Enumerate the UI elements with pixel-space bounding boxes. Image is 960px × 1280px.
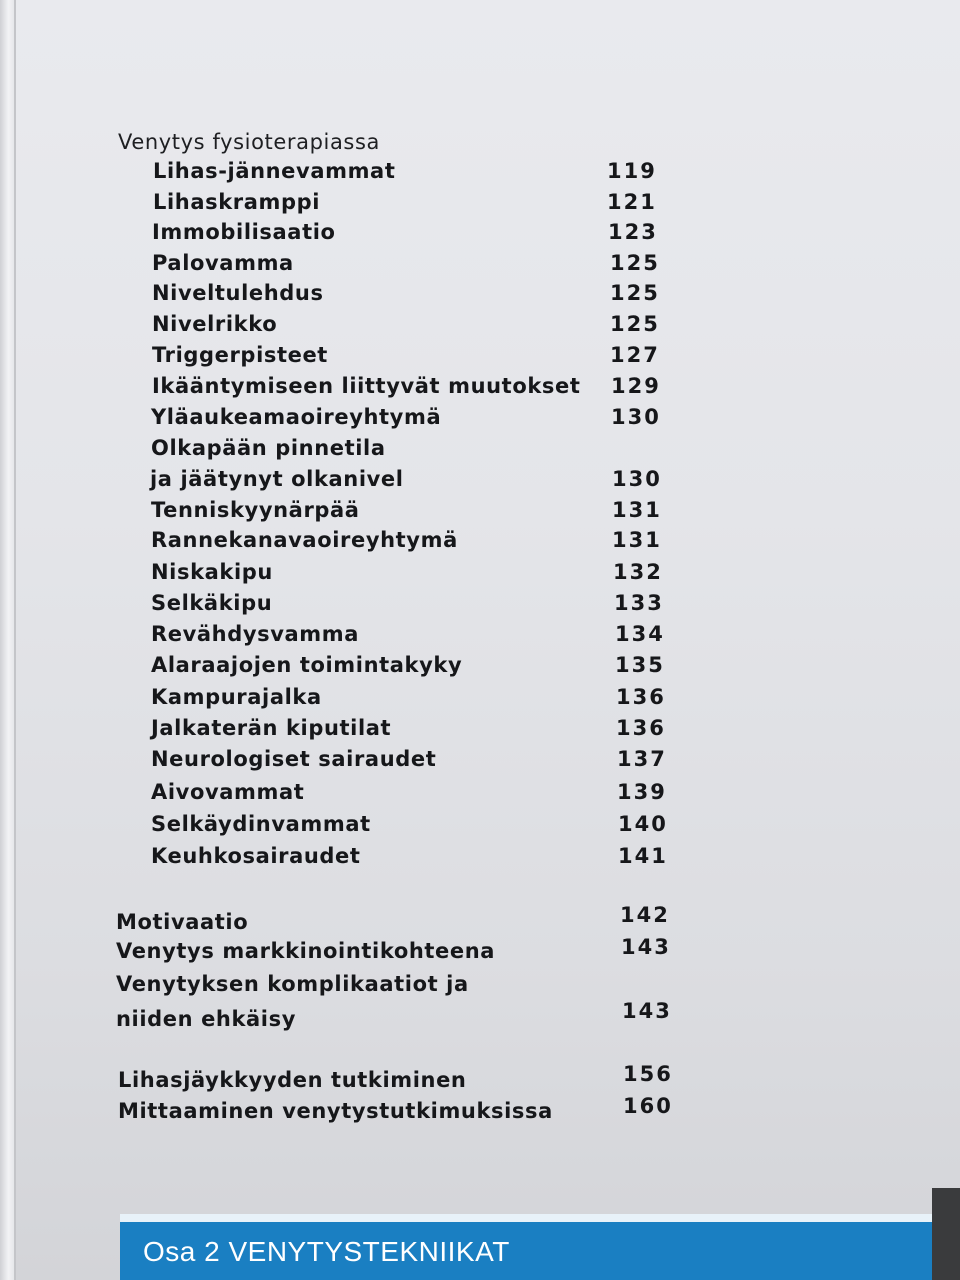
toc-entry-label: Lihasjäykkyyden tutkiminen — [118, 1068, 467, 1092]
toc-entry-label: Aivovammat — [151, 780, 305, 804]
toc-entry-label: Selkäkipu — [151, 591, 273, 615]
toc-entry-page-number: 141 — [618, 844, 668, 868]
toc-entry-label: Triggerpisteet — [152, 343, 328, 367]
toc-entry-label: Selkäydinvammat — [151, 812, 371, 836]
toc-entry-page-number: 143 — [621, 935, 671, 959]
toc-entry-label: Tenniskyynärpää — [151, 498, 360, 522]
toc-entry-page-number: 142 — [620, 903, 670, 927]
toc-entry-page-number: 129 — [611, 374, 661, 398]
toc-entry-label: Niskakipu — [151, 560, 273, 584]
toc-entry-label: Ikääntymiseen liittyvät muutokset — [152, 374, 581, 398]
toc-entry-label: Palovamma — [152, 251, 294, 275]
toc-entry-label: Keuhkosairaudet — [151, 844, 361, 868]
toc-entry-page-number: 140 — [618, 812, 668, 836]
toc-entry-page-number: 160 — [623, 1094, 673, 1118]
toc-entry-page-number: 136 — [616, 685, 666, 709]
section-heading: Venytys fysioterapiassa — [118, 130, 380, 154]
toc-entry-label: ja jäätynyt olkanivel — [150, 467, 404, 491]
toc-entry-label: Immobilisaatio — [152, 220, 336, 244]
toc-entry-page-number: 125 — [610, 251, 660, 275]
toc-entry-page-number: 132 — [613, 560, 663, 584]
toc-entry-page-number: 136 — [616, 716, 666, 740]
toc-entry-page-number: 125 — [610, 281, 660, 305]
toc-entry-page-number: 131 — [612, 498, 662, 522]
toc-entry-label: Lihaskramppi — [153, 190, 321, 214]
toc-entry-page-number: 127 — [610, 343, 660, 367]
toc-entry-page-number: 139 — [617, 780, 667, 804]
toc-entry-page-number: 134 — [615, 622, 665, 646]
toc-entry-page-number: 119 — [607, 159, 657, 183]
toc-entry-page-number: 133 — [614, 591, 664, 615]
toc-entry-page-number: 135 — [615, 653, 665, 677]
toc-entry-page-number: 130 — [612, 467, 662, 491]
toc-entry-label: Lihas-jännevammat — [153, 159, 396, 183]
toc-entry-label: Revähdysvamma — [151, 622, 360, 646]
toc-entry-page-number: 123 — [608, 220, 658, 244]
toc-entry-label: Rannekanavaoireyhtymä — [151, 528, 458, 552]
toc-entry-label: Niveltulehdus — [152, 281, 324, 305]
toc-entry-label: Alaraajojen toimintakyky — [151, 653, 463, 677]
toc-entry-label: Venytys markkinointikohteena — [116, 939, 496, 963]
toc-entry-label: Nivelrikko — [152, 312, 278, 336]
page-corner-shadow — [932, 1188, 960, 1280]
toc-entry-label: Mittaaminen venytystutkimuksissa — [118, 1099, 553, 1123]
toc-entry-page-number: 125 — [610, 312, 660, 336]
footer-stripe — [120, 1214, 960, 1222]
toc-entry-label: Kampurajalka — [151, 685, 322, 709]
toc-entry-page-number: 121 — [607, 190, 657, 214]
toc-entry-label: niiden ehkäisy — [116, 1007, 296, 1031]
toc-entry-page-number: 156 — [623, 1062, 673, 1086]
toc-entry-page-number: 131 — [612, 528, 662, 552]
toc-entry-label: Neurologiset sairaudet — [151, 747, 437, 771]
toc-entry-page-number: 137 — [617, 747, 667, 771]
toc-entry-label: Yläaukeamaoireyhtymä — [151, 405, 442, 429]
toc-entry-label: Olkapään pinnetila — [151, 436, 386, 460]
toc-entry-label: Motivaatio — [116, 910, 249, 934]
part-banner-label: Osa 2 VENYTYSTEKNIIKAT — [143, 1236, 510, 1267]
toc-entry-label: Jalkaterän kiputilat — [151, 716, 392, 740]
toc-entry-page-number: 143 — [622, 999, 672, 1023]
toc-entry-label: Venytyksen komplikaatiot ja — [116, 972, 469, 996]
toc-entry-page-number: 130 — [611, 405, 661, 429]
